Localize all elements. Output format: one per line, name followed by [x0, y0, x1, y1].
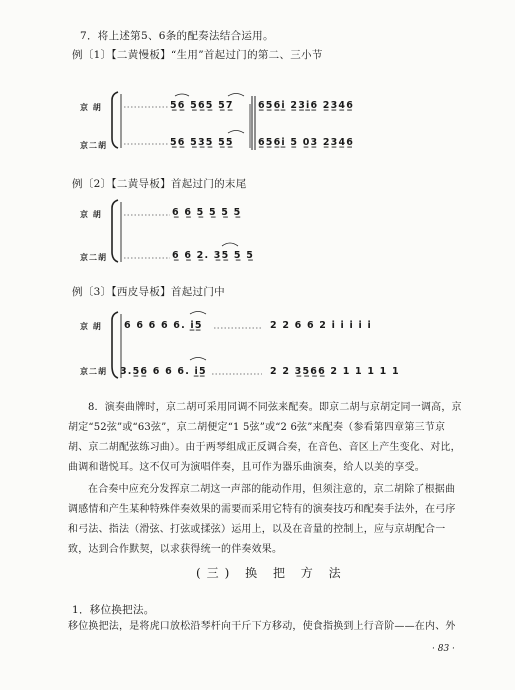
example-3-label-jinghu: 京 胡: [80, 321, 102, 331]
example-2-jingerhu-notes: 6̲ 6̲ 2̲. 3̲5̲ 5̲ 5̲: [172, 250, 255, 261]
example-2-label-jinghu: 京 胡: [80, 209, 102, 219]
example-3-jingerhu-notes-a: 3.5̲6̲ 6 6 6. i̲5̲: [120, 366, 207, 377]
item-8-paragraph: 8．演奏曲牌时，京二胡可采用同调不同弦来配奏。即京二胡与京胡定同一调高，京胡定“52弦”或“63弦”，京二胡便定“1 5弦”或“2 6弦”来配奏（参看第四章第三节京胡、京二胡配弦练习曲）。由于两琴组成正反调合奏，在音色、音区上产生变化、对比，曲调和谐悦耳。这不仅可为演唱伴奏，且可作为器乐曲演奏，给人以美的享受。: [68, 402, 462, 473]
example-3-caption: 例〔3〕【西皮导板】首起过门中: [72, 286, 225, 298]
shift-method-paragraph: 移位换把法，是将虎口放松沿琴杆向干斤下方移动，使食指换到上行音阶——在内、外: [68, 621, 456, 632]
example-1-label-jingerhu: 京二胡: [80, 140, 107, 150]
example-3-label-jingerhu: 京二胡: [80, 366, 107, 376]
example-1-jinghu-notes-b: 6̲5̲6̲i̲ 2̲3̲i̲6̲ 2̲3̲4̲6̲: [258, 100, 355, 111]
cooperation-paragraph: 在合奏中应充分发挥京二胡这一声部的能动作用，但须注意的，京二胡除了根据曲调感情和产生某种特殊伴奏效果的需要而采用它特有的演奏技巧和配奏手法外，在弓序和弓法、指法（滑弦、打弦或揉弦）运用上，以及在音量的控制上，应与京胡配合一致，达到合作默契，以求获得统一的伴奏效果。: [68, 484, 456, 555]
example-3-jingerhu-notes-b: 2 2 3̲5̲6̲6̲ 2 1 1 1 1 1: [270, 366, 400, 377]
example-1-jingerhu-notes-b: 6̲5̲6̲i̲ 5̲ 0̲3̲ 2̲3̲4̲6̲: [258, 137, 355, 148]
example-2-label-jingerhu: 京二胡: [80, 252, 107, 262]
example-1-jingerhu-notes-a: 5̲6̲ 5̲3̲5̲ 5̲5̲: [170, 137, 234, 148]
example-1-jinghu-notes-a: 5̲6̲ 5̲6̲5̲ 5̲7̲: [170, 100, 234, 111]
example-3-jinghu-notes-b: 2 2 6 6 2 i i i i i: [270, 320, 372, 331]
example-2-jinghu-notes: 6̲ 6̲ 5̲ 5̲ 5̲ 5̲: [172, 207, 242, 218]
example-1-label-jinghu: 京 胡: [80, 102, 102, 112]
example-2-caption: 例〔2〕【二黄导板】首起过门的末尾: [72, 178, 247, 190]
item-7-text: 7．将上述第5、6条的配奏法结合运用。: [80, 30, 274, 42]
section-title: (三) 换 把 方 法: [196, 566, 347, 580]
example-3-jinghu-notes-a: 6 6 6 6 6. i̲5̲: [124, 320, 203, 331]
example-1-caption: 例〔1〕【二黄慢板】“生用”首起过门的第二、三小节: [72, 49, 323, 61]
page-number: · 83 ·: [432, 644, 455, 654]
item-1-heading: 1．移位换把法。: [72, 604, 155, 616]
